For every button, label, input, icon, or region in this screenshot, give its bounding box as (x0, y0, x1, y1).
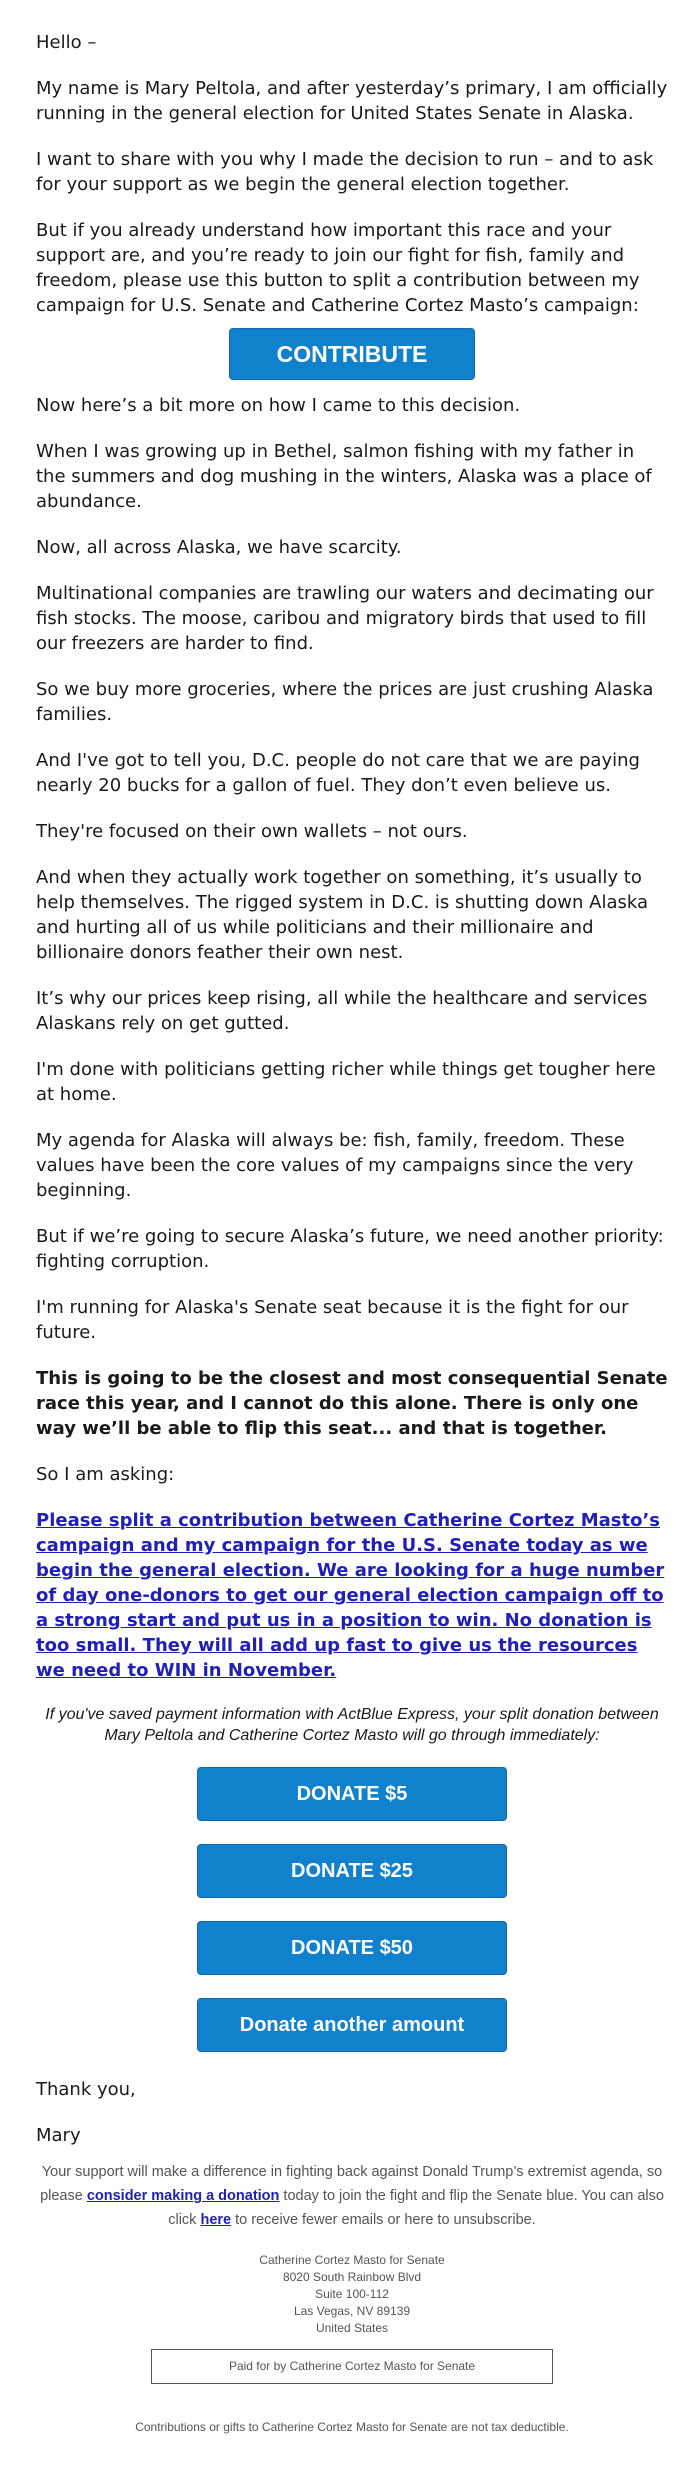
donate-other-amount-button[interactable]: Donate another amount (197, 1998, 507, 2052)
paragraph-decision: Now here’s a bit more on how I came to this decision. (36, 395, 521, 416)
paid-for-box: Paid for by Catherine Cortez Masto for Senate (151, 2349, 553, 2384)
paragraph-closest-race: This is going to be the closest and most consequential Senate race this year, and I cannot do this alone. There is only one way we’ll be able to flip this seat... and that is together. (36, 1368, 668, 1439)
tax-disclaimer: Contributions or gifts to Catherine Cortez Masto for Senate are not tax deductible. (135, 2420, 569, 2434)
paragraph-agenda: My agenda for Alaska will always be: fish, family, freedom. These values have been the core values of my campaigns since the very beginning. (36, 1130, 634, 1201)
paragraph-asking: So I am asking: (36, 1464, 175, 1485)
mailing-address (36, 2252, 668, 2337)
paragraph-rigged-system: And when they actually work together on something, it’s usually to help themselves. The rigged system in D.C. is shutting down Alaska and hurting all of us while politicians and their millionaire and billionaire donors feather their own nest. (36, 867, 649, 963)
paragraph-support: But if you already understand how important this race and your support are, and you’re ready to join our fight for fish, family and freedom, please use this button to split a contribution between my campaign for U.S. Senate and Catherine Cortez Masto’s campaign: (36, 220, 640, 316)
paragraph-fuel: And I've got to tell you, D.C. people do not care that we are paying nearly 20 bucks for a gallon of fuel. They don’t even believe us. (36, 750, 640, 796)
signoff: Thank you, (36, 2079, 136, 2100)
split-contribution-link[interactable]: Please split a contribution between Catherine Cortez Masto’s campaign and my campaign for the U.S. Senate today as we begin the general election. We are looking for a huge number of day one-donors to get our general election campaign off to a strong start and put us in a position to win. No donation is too small. They will all add up fast to give us the resources we need to WIN in November. (36, 1510, 665, 1681)
address-line: 8020 South Rainbow Blvd (282, 2270, 422, 2284)
paragraph-bethel: When I was growing up in Bethel, salmon fishing with my father in the summers and dog mushing in the winters, Alaska was a place of abundance. (36, 441, 652, 512)
footer-support-part: to receive fewer emails or here to unsubscribe. (231, 2212, 536, 2228)
signature: Mary (36, 2125, 81, 2146)
address-line: Catherine Cortez Masto for Senate (259, 2253, 445, 2267)
paragraph-senate-seat: I'm running for Alaska's Senate seat because it is the fight for our future. (36, 1297, 629, 1343)
paragraph-prices: It’s why our prices keep rising, all while the healthcare and services Alaskans rely on get gutted. (36, 988, 648, 1034)
footer-support-part: today to join the fight and flip the Senate blue. You can also click (168, 2188, 664, 2228)
contribute-button-wrap (36, 328, 668, 380)
actblue-note: If you've saved payment information with ActBlue Express, your split donation between Mary Peltola and Catherine Cortez Masto will go through immediately: (45, 1706, 659, 1744)
donate-25-button[interactable]: DONATE $25 (197, 1844, 507, 1898)
address-line: United States (315, 2321, 389, 2335)
paragraph-intro: My name is Mary Peltola, and after yesterday’s primary, I am officially running in the general election for United States Senate in Alaska. (36, 78, 668, 124)
paragraph-scarcity: Now, all across Alaska, we have scarcity. (36, 537, 402, 558)
paragraph-groceries: So we buy more groceries, where the prices are just crushing Alaska families. (36, 679, 654, 725)
donate-50-button[interactable]: DONATE $50 (197, 1921, 507, 1975)
donate-buttons (36, 1767, 668, 2075)
consider-donation-link[interactable]: consider making a donation (86, 2188, 280, 2204)
paragraph-corruption: But if we’re going to secure Alaska’s future, we need another priority: fighting corruption. (36, 1226, 664, 1272)
email-footer (36, 2160, 668, 2436)
contribute-button[interactable]: CONTRIBUTE (229, 328, 475, 380)
fewer-emails-link[interactable]: here (200, 2212, 232, 2228)
address-line: Suite 100-112 (315, 2287, 389, 2301)
paragraph-politicians: I'm done with politicians getting richer while things get tougher here at home. (36, 1059, 656, 1105)
address-line: Las Vegas, NV 89139 (293, 2304, 411, 2318)
paragraph-why-run: I want to share with you why I made the decision to run – and to ask for your support as we begin the general election together. (36, 149, 654, 195)
paragraph-wallets: They're focused on their own wallets – not ours. (36, 821, 468, 842)
footer-support-part: Your support will make a difference in fighting back against Donald Trump’s extremist agenda, so please (40, 2164, 663, 2204)
donate-5-button[interactable]: DONATE $5 (197, 1767, 507, 1821)
paragraph-trawling: Multinational companies are trawling our waters and decimating our fish stocks. The moose, caribou and migratory birds that used to fill our freezers are harder to find. (36, 583, 654, 654)
email-body (36, 30, 668, 2169)
greeting: Hello – (36, 32, 97, 53)
footer-support-text (36, 2160, 668, 2232)
